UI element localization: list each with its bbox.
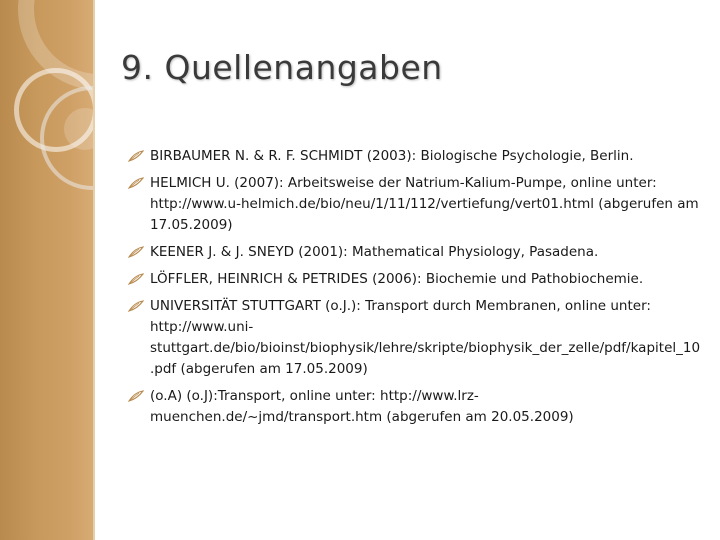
reference-item: [128, 386, 703, 428]
reference-item: [128, 146, 703, 167]
reference-text: UNIVERSITÄT STUTTGART (o.J.): Transport durch Membranen, online unter: http://www.uni-stuttgart.de/bio/bioinst/biophysik/lehre/skripte/biophysik_der_zelle/pdf/kapitel_10.pdf (abgerufen am 17.05.2009): [150, 298, 701, 377]
sidebar-divider: [93, 0, 95, 540]
reference-text: HELMICH U. (2007): Arbeitsweise der Natrium-Kalium-Pumpe, online unter: http://www.u-helmich.de/bio/neu/1/11/112/vertiefung/vert01.html (abgerufen am 17.05.2009): [150, 175, 699, 233]
reference-text: LÖFFLER, HEINRICH & PETRIDES (2006): Biochemie und Pathobiochemie.: [150, 271, 644, 287]
reference-list: [128, 146, 703, 434]
reference-item: [128, 173, 703, 236]
reference-text: KEENER J. & J. SNEYD (2001): Mathematical Physiology, Pasadena.: [150, 244, 599, 260]
reference-text: BIRBAUMER N. & R. F. SCHMIDT (2003): Biologische Psychologie, Berlin.: [150, 148, 634, 164]
feather-icon: [128, 300, 144, 312]
reference-item: [128, 296, 703, 380]
feather-icon: [128, 150, 144, 162]
reference-item: [128, 242, 703, 263]
slide-title: 9. Quellenangaben: [121, 48, 443, 87]
feather-icon: [128, 390, 144, 402]
feather-icon: [128, 246, 144, 258]
feather-icon: [128, 177, 144, 189]
decorative-sidebar: [0, 0, 93, 540]
reference-item: [128, 269, 703, 290]
reference-text: (o.A) (o.J):Transport, online unter: http://www.lrz-muenchen.de/~jmd/transport.htm (abgerufen am 20.05.2009): [150, 388, 574, 425]
feather-icon: [128, 273, 144, 285]
